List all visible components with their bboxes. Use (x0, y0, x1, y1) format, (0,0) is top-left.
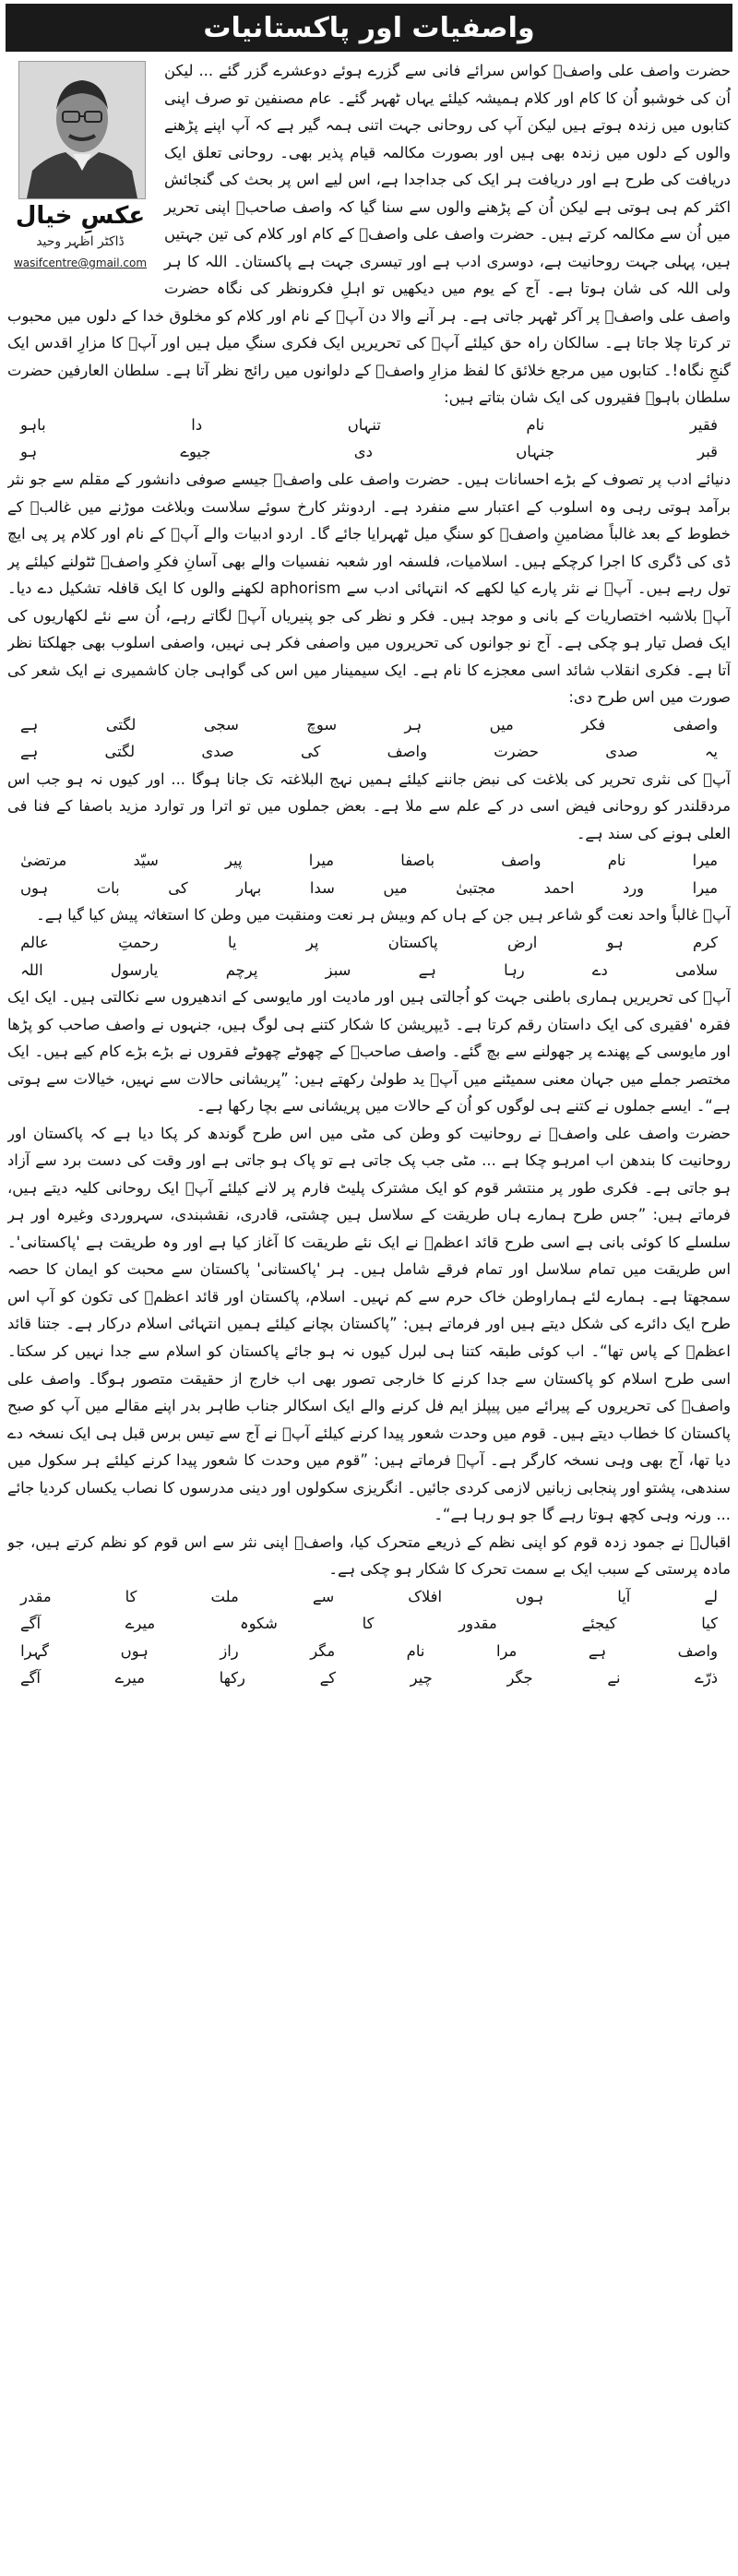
verse-line (7, 411, 731, 439)
verse-word: کیجئے (581, 1615, 617, 1633)
verse-word: نام (406, 1641, 425, 1660)
paragraph-1: حضرت واصف علی واصفؒ کواس سرائے فانی سے گزرے ہوئے دوعشرے گزر گئے ... لیکن اُن کی خوشبو اُن کا کام اور کلام ہمیشہ کیلئے یہاں ٹھہر گئے۔ عام مصنفین تو صرف اپنی کتابوں میں زندہ ہوتے ہیں لیکن آپ کی روحانی جہت اتنی ہمہ گیر ہے کہ آپ اپنے پڑھنے والوں کے دلوں میں زندہ بھی ہیں اور بصورت مکالمہ قیام پذیر بھی۔ روحانی تعلق ایک دریافت کی طرح ہے اور دریافت ہر ایک کی جداجدا ہے، اس لیے اس پر بحث کی گنجائش اکثر کم ہی ہوتی ہے لیکن اُن کے پڑھنے والوں سے سنا گیا کہ واصف صاحبؒ اپنی تحریر میں اُن سے مکالمہ کرتے ہیں۔ حضرت واصف علی واصفؒ کے کام اور کلام کی تین جہتیں ہیں، پہلی جہت روحانیت ہے، دوسری ادب ہے اور تیسری جہت ہے پاکستان۔ اللہ کا ہر ولی اللہ کی شان ہوتا ہے۔ آج کے یوم میں دیکھیں تو اہلِ فکرونظر کی نگاہ حضرت واصف علی واصفؒ پر آکر ٹھہر جاتی ہے۔ ہر آنے والا دن آپؒ کے نام اور کلام کو مخلوق خدا کے دلوں میں محبوب تر کرتا چلا جاتا ہے۔ سالکان راہ حق کیلئے آپؒ کی تحریریں ایک فکری سنگِ میل ہیں اور آپؒ کا مزارِ اقدس ایک گنجِ نگاہ!۔ کتابوں میں مرجع خلائق کا لفظ مزارِ واصفؒ کے دلوانوں میں رائج نظر آتا ہے۔ سلطان العارفین حضرت سلطان باہوؒ فقیروں کی ایک شان بتاتے ہیں: (7, 62, 731, 407)
paragraph-5: آپؒ کی تحریریں ہماری باطنی جہت کو اُجالتی ہیں اور مادیت اور مایوسی کے اندھیروں سے نکالتی ہیں۔ ایک ایک فقرہ 'فقیری کی ایک داستان رقم کرتا ہے۔ ڈیپریشن کا شکار کتنے ہی لوگ ہیں، جنہوں نے واصف صاحب کو پڑھا اور مایوسی کے پھندے پر جھولنے سے بچ گئے۔ واصف صاحبؒ کے چھوٹے چھوٹے فقروں نے بڑے بڑے کام کیے ہیں۔ ایک مختصر جملے میں جہان معنی سمیٹنے میں آپؒ ید طولیٰ رکھتے ہیں: ”پریشانی حالات سے نہیں، خیالات سے ہوتی ہے“۔ ایسے جملوں نے کتنے ہی لوگوں کو اُن کے حالات میں پریشانی سے بچا رکھا ہے۔ (7, 988, 731, 1115)
verse-line (7, 847, 731, 875)
verse-word: سیّد (133, 852, 159, 870)
verse-word: کرم (693, 934, 718, 951)
verse-word: عالم (20, 934, 49, 951)
verse-word: ذرّے (695, 1669, 718, 1688)
verse-word: سوچ (306, 715, 338, 733)
verse-word: کا (362, 1615, 375, 1633)
verse-word: نے (607, 1669, 621, 1688)
verse-naat-1 (7, 847, 731, 901)
verse-word: سے (312, 1587, 335, 1605)
verse-word: میرے (125, 1615, 156, 1633)
paragraph-4: آپؒ غالباً واحد نعت گو شاعر ہیں جن کے ہاں کم وبیش ہر نعت ومنقبت میں وطن کا استغاثہ پیش کیا گیا ہے۔ (36, 906, 731, 924)
verse-word: فقیر (689, 415, 718, 434)
verse-word: رحمتِ (118, 934, 159, 951)
verse-word: مجتبیٰ (456, 878, 496, 897)
verse-word: کی (300, 743, 321, 761)
verse-word: آگے (20, 1615, 42, 1633)
verse-kashmiri (7, 711, 731, 766)
verse-word: باہو (20, 415, 46, 434)
column-name-text: عکسِ خیال (15, 202, 146, 230)
verse-word: لے (704, 1587, 718, 1605)
verse-line (7, 1610, 731, 1638)
verse-word: رکھا (219, 1669, 245, 1688)
verse-word: چیر (410, 1669, 433, 1688)
verse-word: یا (228, 934, 237, 951)
byline-spacer (7, 57, 164, 284)
verse-word: واصف (501, 852, 542, 870)
verse-word: ملت (210, 1587, 239, 1605)
verse-word: یارسول (110, 960, 159, 979)
verse-word: کی (168, 878, 188, 897)
verse-word: دی (353, 443, 373, 461)
verse-word: دا (191, 415, 203, 434)
verse-word: راز (220, 1641, 239, 1660)
verse-word: سدا (309, 878, 335, 897)
verse-word: کا (125, 1587, 137, 1605)
verse-word: ہے (588, 1641, 607, 1660)
verse-word: ورد (622, 878, 645, 897)
verse-word: لگتی (105, 715, 137, 733)
verse-word: میرا (308, 852, 335, 870)
verse-word: میرا (692, 878, 718, 897)
verse-word: پیر (225, 852, 243, 870)
verse-word: نام (526, 415, 545, 434)
verse-word: سجی (203, 715, 239, 733)
paragraph-7: اقبالؒ نے جمود زدہ قوم کو اپنی نظم کے ذریعے متحرک کیا، واصفؒ اپنی نثر سے اس قوم کو نظم کرتے ہیں، جو مادہ پرستی کے سبب ایک بے سمت تحرک کا شکار ہو چکی ہے۔ (7, 1532, 731, 1579)
verse-line (7, 957, 731, 984)
verse-word: ہے (20, 715, 39, 733)
article-body (7, 57, 731, 2570)
verse-word: سبز (325, 960, 351, 979)
verse-line (7, 438, 731, 466)
verse-word: یہ (704, 743, 718, 761)
verse-word: میں (489, 715, 514, 733)
verse-word: ارض (507, 934, 538, 951)
verse-word: واصف (387, 743, 427, 761)
verse-word: ہوں (120, 1641, 149, 1660)
verse-word: سلامی (675, 960, 718, 979)
verse-word: پر (305, 934, 319, 951)
verse-line (7, 1638, 731, 1665)
author-name: ڈاکٹر اظہر وحید (36, 234, 125, 249)
verse-word: صدی (605, 743, 638, 761)
verse-word: افلاک (408, 1587, 443, 1605)
verse-word: بہار (236, 878, 262, 897)
verse-line (7, 738, 731, 766)
verse-final (7, 1583, 731, 1692)
verse-word: گہرا (20, 1641, 50, 1660)
verse-word: نام (607, 852, 626, 870)
verse-word: بات (96, 878, 120, 897)
verse-word: کیا (701, 1615, 718, 1633)
verse-line (7, 711, 731, 739)
paragraph-2: دنیائے ادب پر تصوف کے بڑے احسانات ہیں۔ حضرت واصف علی واصفؒ جیسے صوفی دانشور کے مقلم سے جو نثر برآمد ہوتی رہی وہ اسلوب کے اعتبار سے منفرد ہے۔ اردونثر کارخ سوئے سلاست وبلاغت موڑنے میں غالبؔ کے خطوط کے بعد غالباً مضامینِ واصفؒ کو سنگِ میل ٹھہرایا جائے گا۔ اردو ادبیات والے آپؒ کے نام اور کلام پر پی ایچ ڈی کی ڈگری کا اجرا کرچکے ہیں۔ اسلامیات، فلسفہ اور شعبہ نفسیات والے بھی آسانِ فکرِ واصفؒ ٹٹولنے کیلئے پر تول رہے ہیں۔ آپؒ نے نثر پارے کیا لکھے کہ انتہائی ادب سے aphorism لکھنے والوں کا ایک قافلہ تشکیل دے دیا۔ آپؒ بلاشبہ اختصاریات کے بانی و موجد ہیں۔ فکر و نظر کی جو پنیریاں آپؒ لگاتے رہے، اُن سے نئے لکھاریوں کی ایک فصل تیار ہو چکی ہے۔ آج نو جوانوں کی تحریروں میں واصفی فکر ہی نہیں، واصفی اسلوب بھی جھلکتا نظر آتا ہے۔ فکری انقلاب شائد اسی معجزے کا نام ہے۔ ایک سیمینار میں اس کی گواہی جان کاشمیری نے ایک شعر کی صورت میں اس طرح دی: (7, 470, 731, 707)
verse-word: واصف (677, 1641, 718, 1660)
verse-word: ہوں (20, 878, 49, 897)
verse-word: لگتی (104, 743, 136, 761)
verse-word: مرا (495, 1641, 518, 1660)
verse-word: میرا (692, 852, 718, 870)
verse-word: مرتضیٰ (20, 852, 67, 870)
verse-word: مقدور (458, 1615, 497, 1633)
headline-bar (6, 4, 732, 52)
verse-word: اللہ (20, 960, 43, 979)
verse-word: ہے (418, 960, 436, 979)
verse-word: میں (383, 878, 408, 897)
verse-word: آگے (20, 1669, 41, 1688)
verse-line (7, 1664, 731, 1692)
verse-word: کے (319, 1669, 337, 1688)
verse-word: باصفا (400, 852, 435, 870)
paragraph-3: آپؒ کی نثری تحریر کی بلاغت کی نبض جاننے کیلئے ہمیں نہج البلاغتہ تک جانا ہوگا ... اور کیوں نہ ہو جب اس مردقلندر کو روحانی فیض اسی در کے علم سے ملا ہے۔ بعض جملوں میں تو اترا ور توارد مزید باصفا کے فنا فی العلی ہونے کی سند ہے۔ (7, 769, 731, 842)
verse-word: ہو (606, 934, 624, 951)
verse-naat-2 (7, 929, 731, 984)
verse-word: ہر (404, 715, 423, 733)
verse-word: جنہاں (516, 443, 554, 461)
verse-word: قبر (697, 443, 718, 461)
verse-bahu (7, 411, 731, 466)
verse-word: صدی (201, 743, 234, 761)
verse-word: مقدر (20, 1587, 52, 1605)
verse-word: شکوہ (239, 1615, 278, 1633)
verse-word: مگر (310, 1641, 336, 1660)
paragraph-6: حضرت واصف علی واصفؒ نے روحانیت کو وطن کی مٹی میں اس طرح گوندھ کر پکا دیا ہے کہ پاکستان اور روحانیت کا بندھن اب امرہو چکا ہے ... مٹی جب پک جاتی ہے تو پاک ہو جاتی ہے اور وقت کی دست برد سے آزاد ہو جاتی ہے۔ فکری طور پر منتشر قوم کو ایک مشترک پلیٹ فارم پر لانے کیلئے آپؒ ایک روحانی کلیہ دیتے ہیں، فرماتے ہیں: ”جس طرح ہمارے ہاں طریقت کے سلاسل ہیں چشتی، قادری، نقشبندی، سہروردی وغیرہ اور ہر سلسلے کا کوئی بانی ہے اسی طرح قائد اعظمؒ نے ایک نئے طریقت کا آغاز کیا ہے اور وہ طریقت ہے 'پاکستانی'۔ اس طریقت میں تمام سلاسل اور تمام فرقے شامل ہیں۔ ہر 'پاکستانی' پاکستان سے محبت کو ایمان کا حصہ سمجھتا ہے۔ ہمارے لئے ہماراوطن خاک حرم سے کم نہیں۔ اسلام، پاکستان اور قائد اعظمؒ کی تکون کو آپ اس طرح ایک دائرے کی شکل دیتے ہیں اور فرماتے ہیں: ”پاکستان بچانے کیلئے ہمیں انتہائی اسلام درکار ہے۔ جتنا قائد اعظمؒ کے پاس تھا“۔ اب کوئی طبقہ کتنا ہی لبرل کیوں نہ ہو جائے پاکستان کو اسلام سے جدا نہیں کر سکتا۔ اسی طرح اسلام کو پاکستان سے جدا کرنے کا خارجی تصور بھی اب خارج از حقیقت متصور ہوگا۔ واصف علی واصفؒ کی تحریروں کے پیرائے میں پیپلز ایم فل کرنے والے ایک اسکالر جناب طاہر بدر اپنے مقالے میں آپ کو صبح پاکستان کا خطاب دیتے ہیں۔ قوم میں وحدت شعور پیدا کرنے کیلئے آپؒ نے آج سے تیس برس قبل ہی ایک نسخہ دے دیا تھا، آج بھی وہی نسخہ کارگر ہے۔ آپؒ فرماتے ہیں: ”قوم میں وحدت کا شعور پیدا کرنے کیلئے ہر سکول میں سندھی، پشتو اور پنجابی زبانیں لازمی کردی جائیں۔ انگریزی سکولوں اور دینی مدرسوں کا نصاب یکساں کردیا جائے ... ورنہ وہی کچھ ہوتا رہے گا جو ہو رہا ہے“۔ (7, 1124, 731, 1524)
verse-line (7, 929, 731, 957)
verse-word: حضرت (494, 743, 540, 761)
verse-word: ہے (20, 743, 39, 761)
verse-word: آیا (617, 1587, 631, 1605)
headline: واصفیات اور پاکستانیات (203, 11, 535, 44)
verse-word: احمد (543, 878, 575, 897)
verse-word: ہوں (516, 1587, 544, 1605)
verse-word: میرے (114, 1669, 145, 1688)
verse-word: جگر (506, 1669, 533, 1688)
verse-word: پاکستان (387, 934, 438, 951)
verse-word: فکر (581, 715, 606, 733)
author-email[interactable]: wasifcentre@gmail.com (13, 256, 148, 269)
verse-word: تنہاں (347, 415, 381, 434)
verse-word: رہا (504, 960, 525, 979)
verse-word: واصفی (673, 715, 718, 733)
verse-line (7, 1583, 731, 1611)
verse-word: جیوے (180, 443, 211, 461)
verse-line (7, 875, 731, 902)
verse-word: پرچم (225, 960, 258, 979)
verse-word: دے (591, 960, 608, 979)
verse-word: ہو (20, 443, 38, 461)
